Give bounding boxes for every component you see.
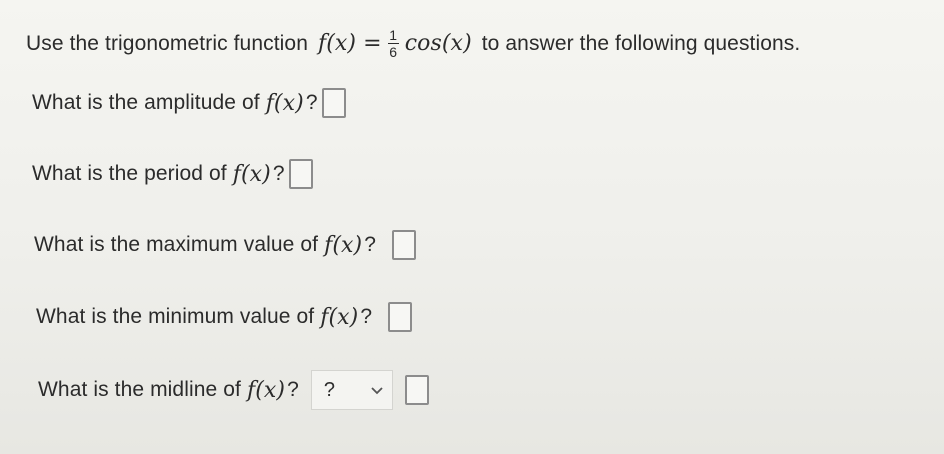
chevron-down-icon	[370, 385, 384, 395]
question-expr: f(x)	[246, 377, 286, 403]
question-text: What is the maximum value of	[34, 233, 319, 256]
maximum-answer-input[interactable]	[392, 230, 416, 260]
amplitude-answer-input[interactable]	[322, 88, 346, 118]
coefficient-fraction	[388, 28, 399, 59]
period-answer-input[interactable]	[289, 159, 313, 189]
midline-dropdown[interactable]	[311, 370, 393, 410]
question-midline	[38, 370, 429, 410]
question-expr: f(x)	[265, 90, 304, 116]
midline-dropdown-value: ?	[323, 378, 336, 401]
question-mark: ?	[364, 233, 376, 256]
question-mark: ?	[305, 91, 318, 114]
question-mark: ?	[360, 305, 373, 328]
question-expr: f(x)	[320, 304, 359, 330]
question-minimum	[36, 302, 412, 332]
fraction-denominator: 6	[389, 44, 398, 60]
function-lhs: f(x) =	[317, 31, 382, 56]
intro-suffix: to answer the following questions.	[481, 31, 801, 55]
intro-prefix: Use the trigonometric function	[26, 31, 308, 55]
question-mark: ?	[272, 162, 285, 185]
question-period	[32, 159, 313, 189]
function-rhs: cos(x)	[404, 31, 472, 56]
midline-answer-input[interactable]	[405, 375, 429, 405]
question-expr: f(x)	[324, 232, 363, 258]
question-maximum	[34, 230, 416, 260]
minimum-answer-input[interactable]	[388, 302, 412, 332]
question-amplitude	[32, 88, 346, 118]
question-text: What is the minimum value of	[36, 305, 315, 328]
question-text: What is the period of	[32, 162, 227, 185]
intro-line	[26, 28, 800, 59]
question-expr: f(x)	[232, 161, 271, 187]
question-mark: ?	[287, 378, 299, 401]
fraction-numerator: 1	[389, 27, 398, 43]
question-text: What is the midline of	[38, 378, 241, 401]
question-text: What is the amplitude of	[32, 91, 260, 114]
